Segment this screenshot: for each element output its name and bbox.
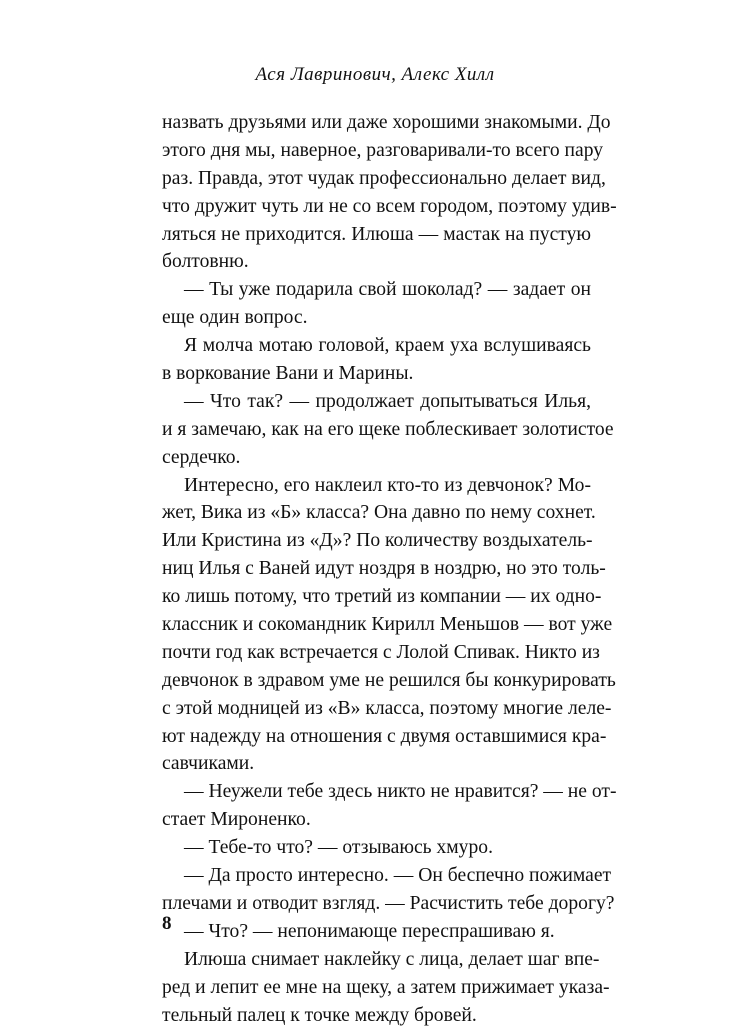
page-number: 8 [162, 913, 172, 935]
text-line: тельный палец к точке между бровей. [162, 1002, 591, 1029]
text-line: болтовню. [162, 248, 591, 276]
text-line: Интересно, его наклеил кто-то из девчонок? Мо- [162, 472, 591, 500]
text-line: раз. Правда, этот чудак профессионально делает вид, [162, 165, 591, 193]
text-line: ко лишь потому, что третий из компании — их одно- [162, 583, 591, 611]
text-line: Или Кристина из «Д»? По количеству воздыхатель- [162, 527, 591, 555]
text-line: сердечко. [162, 444, 591, 472]
text-line: — Что так? — продолжает допытываться Илья, [162, 388, 591, 416]
text-line: ред и лепит ее мне на щеку, а затем прижимает указа- [162, 974, 591, 1002]
text-line: — Да просто интересно. — Он беспечно пожимает [162, 862, 591, 890]
text-line: ниц Илья с Ваней идут ноздря в ноздрю, но это толь- [162, 555, 591, 583]
text-line: еще один вопрос. [162, 304, 591, 332]
text-line: — Неужели тебе здесь никто не нравится? — не от- [162, 778, 591, 806]
text-line: почти год как встречается с Лолой Спивак. Никто из [162, 639, 591, 667]
text-line: с этой модницей из «В» класса, поэтому многие леле- [162, 695, 591, 723]
text-line: в воркование Вани и Марины. [162, 360, 591, 388]
text-line: девчонок в здравом уме не решился бы конкурировать [162, 667, 591, 695]
text-line: жет, Вика из «Б» класса? Она давно по нему сохнет. [162, 499, 591, 527]
text-line: ляться не приходится. Илюша — мастак на пустую [162, 221, 591, 249]
text-line: савчиками. [162, 750, 591, 778]
text-line: Я молча мотаю головой, краем уха вслушиваясь [162, 332, 591, 360]
text-line: — Что? — непонимающе переспрашиваю я. [162, 918, 591, 946]
text-line: и я замечаю, как на его щеке поблескивает золотистое [162, 416, 591, 444]
text-line: стает Мироненко. [162, 806, 591, 834]
text-line: — Тебе-то что? — отзываюсь хмуро. [162, 834, 591, 862]
text-line: что дружит чуть ли не со всем городом, поэтому удив- [162, 193, 591, 221]
text-line: — Ты уже подарила свой шоколад? — задает он [162, 276, 591, 304]
text-line: назвать друзьями или даже хорошими знакомыми. До [162, 109, 591, 137]
running-head-authors: Ася Лавринович, Алекс Хилл [0, 64, 750, 86]
text-line: ют надежду на отношения с двумя оставшимися кра- [162, 723, 591, 751]
body-text [162, 109, 591, 1029]
text-line: Илюша снимает наклейку с лица, делает шаг впе- [162, 946, 591, 974]
text-line: классник и сокомандник Кирилл Меньшов — вот уже [162, 611, 591, 639]
text-line: этого дня мы, наверное, разговаривали-то всего пару [162, 137, 591, 165]
text-line: плечами и отводит взгляд. — Расчистить тебе дорогу? [162, 890, 591, 918]
